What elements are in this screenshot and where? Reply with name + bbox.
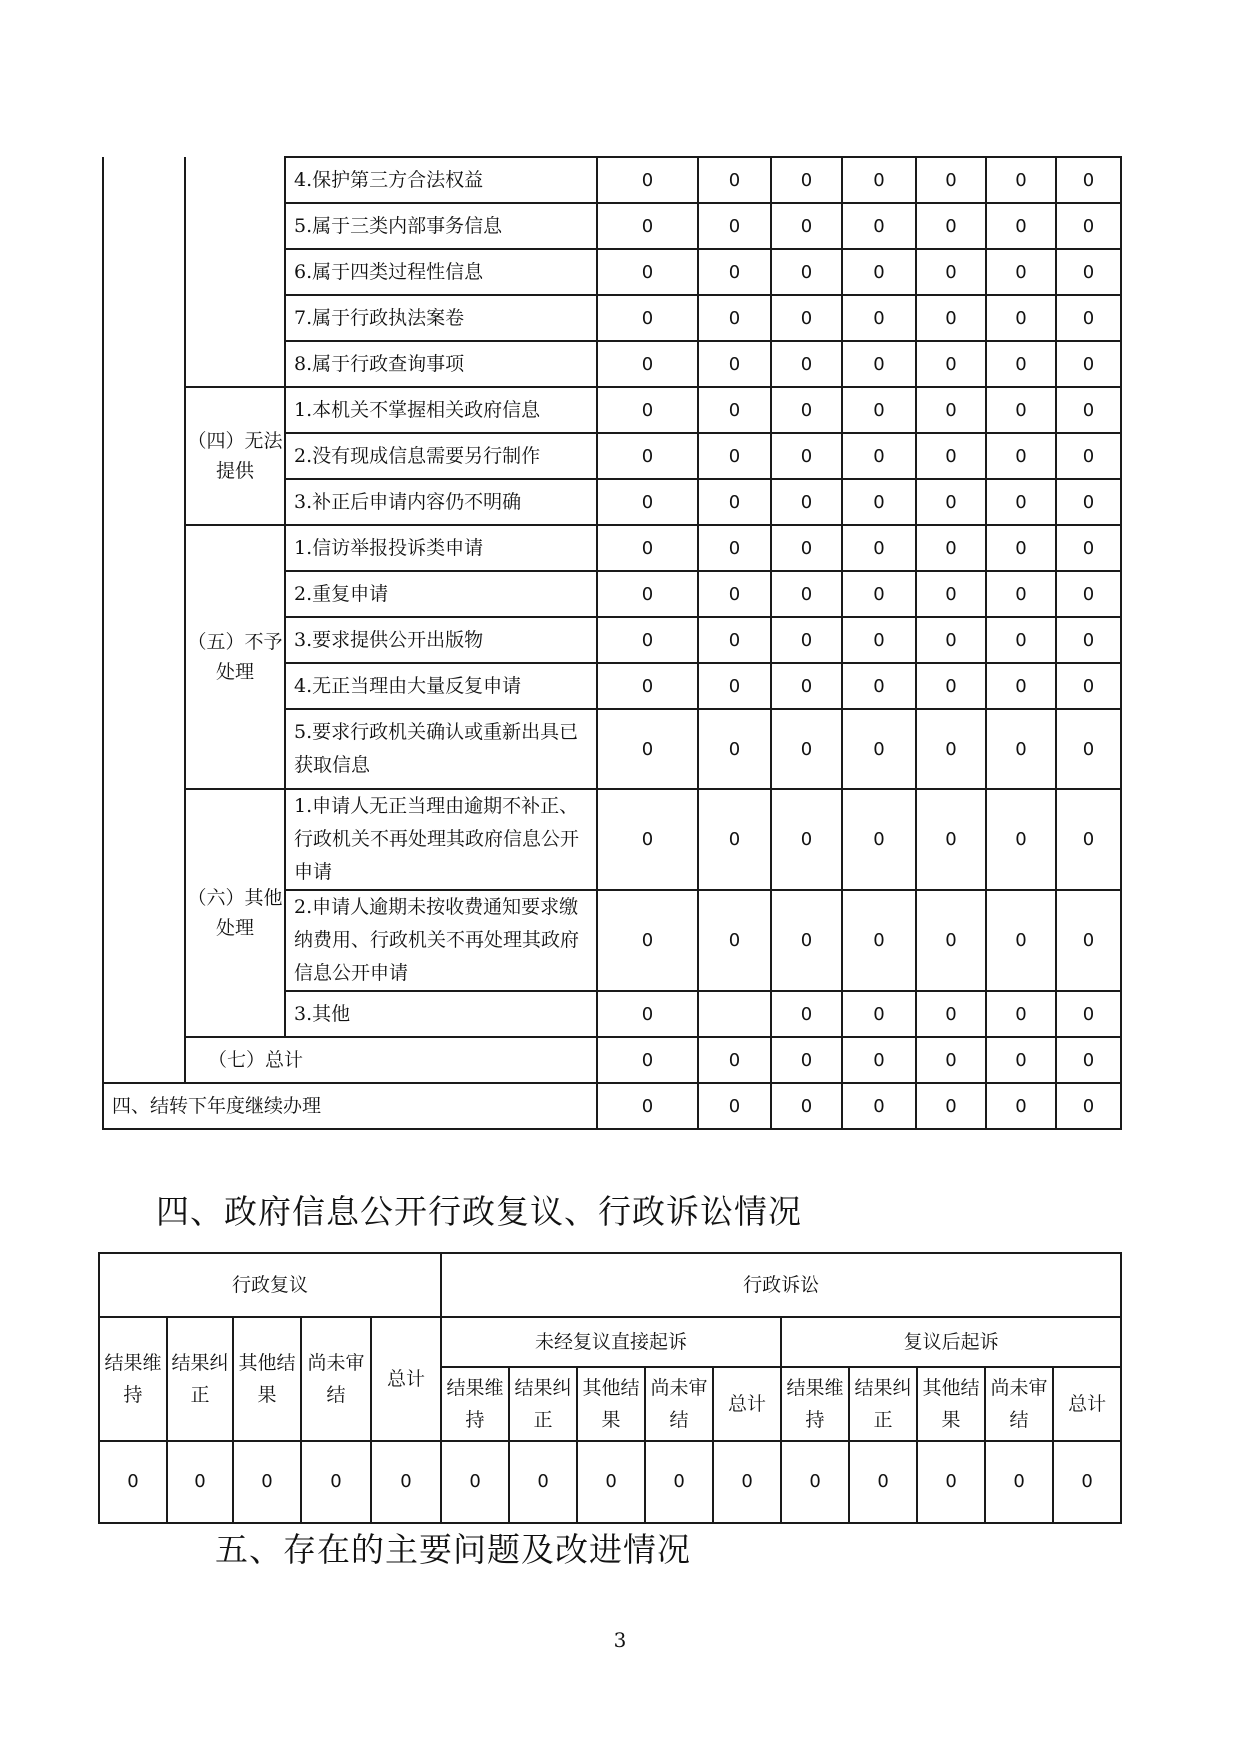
cell-value: 0 — [771, 1037, 842, 1083]
cell-value: 0 — [916, 341, 986, 387]
cell-value: 0 — [842, 525, 916, 571]
cell-value: 0 — [842, 433, 916, 479]
cell-value: 0 — [986, 617, 1056, 663]
cell-value: 0 — [986, 433, 1056, 479]
cell-value: 0 — [698, 341, 771, 387]
after-review-header: 复议后起诉 — [781, 1317, 1121, 1367]
cell-value: 0 — [916, 789, 986, 890]
group-cell-continued — [185, 157, 285, 387]
cell-value: 0 — [842, 890, 916, 991]
cell-value: 0 — [1056, 525, 1121, 571]
cell-value: 0 — [986, 157, 1056, 203]
cell-value: 0 — [771, 479, 842, 525]
cell-value: 0 — [842, 479, 916, 525]
cell-value: 0 — [597, 991, 698, 1037]
litigation-header: 行政诉讼 — [441, 1253, 1121, 1317]
cell-value: 0 — [842, 295, 916, 341]
cell-value: 0 — [916, 617, 986, 663]
cell-value: 0 — [698, 789, 771, 890]
cell-value: 0 — [698, 295, 771, 341]
cell-value: 0 — [916, 433, 986, 479]
disposal-table — [102, 156, 1122, 1130]
review-value: 0 — [167, 1441, 233, 1523]
row-label: 4.无正当理由大量反复申请 — [285, 663, 597, 709]
cell-value: 0 — [916, 890, 986, 991]
cell-value: 0 — [698, 157, 771, 203]
after-value: 0 — [985, 1441, 1053, 1523]
direct-col-label: 结果维持 — [441, 1367, 509, 1441]
cell-value: 0 — [986, 479, 1056, 525]
row-label: 5.属于三类内部事务信息 — [285, 203, 597, 249]
review-litigation-table — [98, 1252, 1122, 1524]
cell-value: 0 — [986, 571, 1056, 617]
direct-col-label: 总计 — [713, 1367, 781, 1441]
cell-value: 0 — [916, 1083, 986, 1129]
cell-value: 0 — [597, 249, 698, 295]
cell-value: 0 — [1056, 890, 1121, 991]
cell-value: 0 — [916, 709, 986, 789]
row-label: 2.申请人逾期未按收费通知要求缴纳费用、行政机关不再处理其政府信息公开申请 — [285, 890, 597, 991]
cell-value: 0 — [597, 709, 698, 789]
cell-value: 0 — [771, 1083, 842, 1129]
outer-group-cell — [103, 157, 185, 1083]
after-value: 0 — [781, 1441, 849, 1523]
review-value: 0 — [233, 1441, 301, 1523]
cell-value — [698, 991, 771, 1037]
cell-value: 0 — [842, 341, 916, 387]
row-label: 5.要求行政机关确认或重新出具已获取信息 — [285, 709, 597, 789]
cell-value: 0 — [986, 525, 1056, 571]
after-col-label: 尚未审结 — [985, 1367, 1053, 1441]
cell-value: 0 — [1056, 1037, 1121, 1083]
cell-value: 0 — [698, 617, 771, 663]
cell-value: 0 — [1056, 1083, 1121, 1129]
review-col-label: 其他结果 — [233, 1317, 301, 1441]
total-label: （七）总计 — [185, 1037, 597, 1083]
cell-value: 0 — [771, 203, 842, 249]
cell-value: 0 — [698, 663, 771, 709]
cell-value: 0 — [698, 249, 771, 295]
cell-value: 0 — [842, 991, 916, 1037]
cell-value: 0 — [771, 525, 842, 571]
cell-value: 0 — [916, 203, 986, 249]
direct-value: 0 — [509, 1441, 577, 1523]
cell-value: 0 — [842, 1037, 916, 1083]
cell-value: 0 — [1056, 295, 1121, 341]
cell-value: 0 — [986, 203, 1056, 249]
cell-value: 0 — [597, 387, 698, 433]
cell-value: 0 — [698, 387, 771, 433]
cell-value: 0 — [698, 709, 771, 789]
row-label: 1.申请人无正当理由逾期不补正、行政机关不再处理其政府信息公开申请 — [285, 789, 597, 890]
review-col-label: 结果纠正 — [167, 1317, 233, 1441]
carryover-label: 四、结转下年度继续办理 — [103, 1083, 597, 1129]
cell-value: 0 — [986, 890, 1056, 991]
cell-value: 0 — [842, 157, 916, 203]
cell-value: 0 — [597, 789, 698, 890]
cell-value: 0 — [916, 991, 986, 1037]
cell-value: 0 — [771, 789, 842, 890]
cell-value: 0 — [771, 157, 842, 203]
cell-value: 0 — [916, 295, 986, 341]
cell-value: 0 — [986, 249, 1056, 295]
cell-value: 0 — [1056, 157, 1121, 203]
cell-value: 0 — [698, 890, 771, 991]
cell-value: 0 — [842, 663, 916, 709]
review-value: 0 — [99, 1441, 167, 1523]
cell-value: 0 — [597, 341, 698, 387]
cell-value: 0 — [986, 341, 1056, 387]
row-label: 3.其他 — [285, 991, 597, 1037]
cell-value: 0 — [771, 295, 842, 341]
cell-value: 0 — [698, 1037, 771, 1083]
cell-value: 0 — [698, 1083, 771, 1129]
review-value: 0 — [371, 1441, 441, 1523]
after-col-label: 总计 — [1053, 1367, 1121, 1441]
row-label: 2.重复申请 — [285, 571, 597, 617]
section-5-heading: 五、存在的主要问题及改进情况 — [215, 1530, 691, 1569]
after-col-label: 其他结果 — [917, 1367, 985, 1441]
cell-value: 0 — [842, 1083, 916, 1129]
cell-value: 0 — [771, 890, 842, 991]
cell-value: 0 — [842, 387, 916, 433]
cell-value: 0 — [842, 571, 916, 617]
direct-value: 0 — [645, 1441, 713, 1523]
cell-value: 0 — [842, 617, 916, 663]
review-header: 行政复议 — [99, 1253, 441, 1317]
cell-value: 0 — [597, 571, 698, 617]
review-col-label: 总计 — [371, 1317, 441, 1441]
row-label: 6.属于四类过程性信息 — [285, 249, 597, 295]
cell-value: 0 — [1056, 991, 1121, 1037]
cell-value: 0 — [916, 1037, 986, 1083]
cell-value: 0 — [597, 479, 698, 525]
review-col-label: 尚未审结 — [301, 1317, 371, 1441]
review-col-label: 结果维持 — [99, 1317, 167, 1441]
cell-value: 0 — [1056, 617, 1121, 663]
cell-value: 0 — [771, 387, 842, 433]
cell-value: 0 — [771, 991, 842, 1037]
cell-value: 0 — [986, 1083, 1056, 1129]
cell-value: 0 — [1056, 249, 1121, 295]
cell-value: 0 — [771, 571, 842, 617]
row-label: 7.属于行政执法案卷 — [285, 295, 597, 341]
cell-value: 0 — [1056, 433, 1121, 479]
cell-value: 0 — [1056, 571, 1121, 617]
cell-value: 0 — [916, 387, 986, 433]
cell-value: 0 — [916, 157, 986, 203]
cell-value: 0 — [597, 663, 698, 709]
cell-value: 0 — [771, 617, 842, 663]
direct-value: 0 — [441, 1441, 509, 1523]
cell-value: 0 — [1056, 663, 1121, 709]
cell-value: 0 — [916, 479, 986, 525]
after-col-label: 结果维持 — [781, 1367, 849, 1441]
cell-value: 0 — [597, 1037, 698, 1083]
cell-value: 0 — [986, 387, 1056, 433]
cell-value: 0 — [986, 295, 1056, 341]
row-label: 2.没有现成信息需要另行制作 — [285, 433, 597, 479]
cell-value: 0 — [597, 203, 698, 249]
row-label: 4.保护第三方合法权益 — [285, 157, 597, 203]
page-number: 3 — [613, 1628, 627, 1652]
cell-value: 0 — [597, 1083, 698, 1129]
cell-value: 0 — [597, 525, 698, 571]
cell-value: 0 — [771, 709, 842, 789]
cell-value: 0 — [771, 433, 842, 479]
cell-value: 0 — [597, 890, 698, 991]
direct-col-label: 尚未审结 — [645, 1367, 713, 1441]
direct-value: 0 — [577, 1441, 645, 1523]
cell-value: 0 — [1056, 479, 1121, 525]
group-label: （五）不予处理 — [185, 525, 285, 789]
cell-value: 0 — [986, 1037, 1056, 1083]
cell-value: 0 — [986, 663, 1056, 709]
after-col-label: 结果纠正 — [849, 1367, 917, 1441]
cell-value: 0 — [1056, 203, 1121, 249]
cell-value: 0 — [916, 525, 986, 571]
cell-value: 0 — [916, 249, 986, 295]
cell-value: 0 — [842, 789, 916, 890]
row-label: 8.属于行政查询事项 — [285, 341, 597, 387]
cell-value: 0 — [771, 663, 842, 709]
row-label: 3.补正后申请内容仍不明确 — [285, 479, 597, 525]
review-value: 0 — [301, 1441, 371, 1523]
after-value: 0 — [917, 1441, 985, 1523]
direct-suit-header: 未经复议直接起诉 — [441, 1317, 781, 1367]
row-label: 1.信访举报投诉类申请 — [285, 525, 597, 571]
cell-value: 0 — [916, 571, 986, 617]
cell-value: 0 — [842, 709, 916, 789]
cell-value: 0 — [771, 249, 842, 295]
cell-value: 0 — [1056, 789, 1121, 890]
direct-col-label: 其他结果 — [577, 1367, 645, 1441]
row-label: 1.本机关不掌握相关政府信息 — [285, 387, 597, 433]
cell-value: 0 — [698, 525, 771, 571]
cell-value: 0 — [1056, 387, 1121, 433]
cell-value: 0 — [986, 991, 1056, 1037]
cell-value: 0 — [986, 789, 1056, 890]
cell-value: 0 — [986, 709, 1056, 789]
row-label: 3.要求提供公开出版物 — [285, 617, 597, 663]
direct-col-label: 结果纠正 — [509, 1367, 577, 1441]
cell-value: 0 — [1056, 709, 1121, 789]
cell-value: 0 — [597, 617, 698, 663]
cell-value: 0 — [842, 249, 916, 295]
cell-value: 0 — [597, 157, 698, 203]
cell-value: 0 — [771, 341, 842, 387]
after-value: 0 — [849, 1441, 917, 1523]
group-label: （六）其他处理 — [185, 789, 285, 1037]
cell-value: 0 — [842, 203, 916, 249]
cell-value: 0 — [698, 433, 771, 479]
cell-value: 0 — [698, 571, 771, 617]
direct-value: 0 — [713, 1441, 781, 1523]
section-4-heading: 四、政府信息公开行政复议、行政诉讼情况 — [156, 1192, 802, 1231]
cell-value: 0 — [597, 433, 698, 479]
cell-value: 0 — [916, 663, 986, 709]
cell-value: 0 — [698, 479, 771, 525]
cell-value: 0 — [597, 295, 698, 341]
cell-value: 0 — [1056, 341, 1121, 387]
cell-value: 0 — [698, 203, 771, 249]
group-label: （四）无法提供 — [185, 387, 285, 525]
after-value: 0 — [1053, 1441, 1121, 1523]
